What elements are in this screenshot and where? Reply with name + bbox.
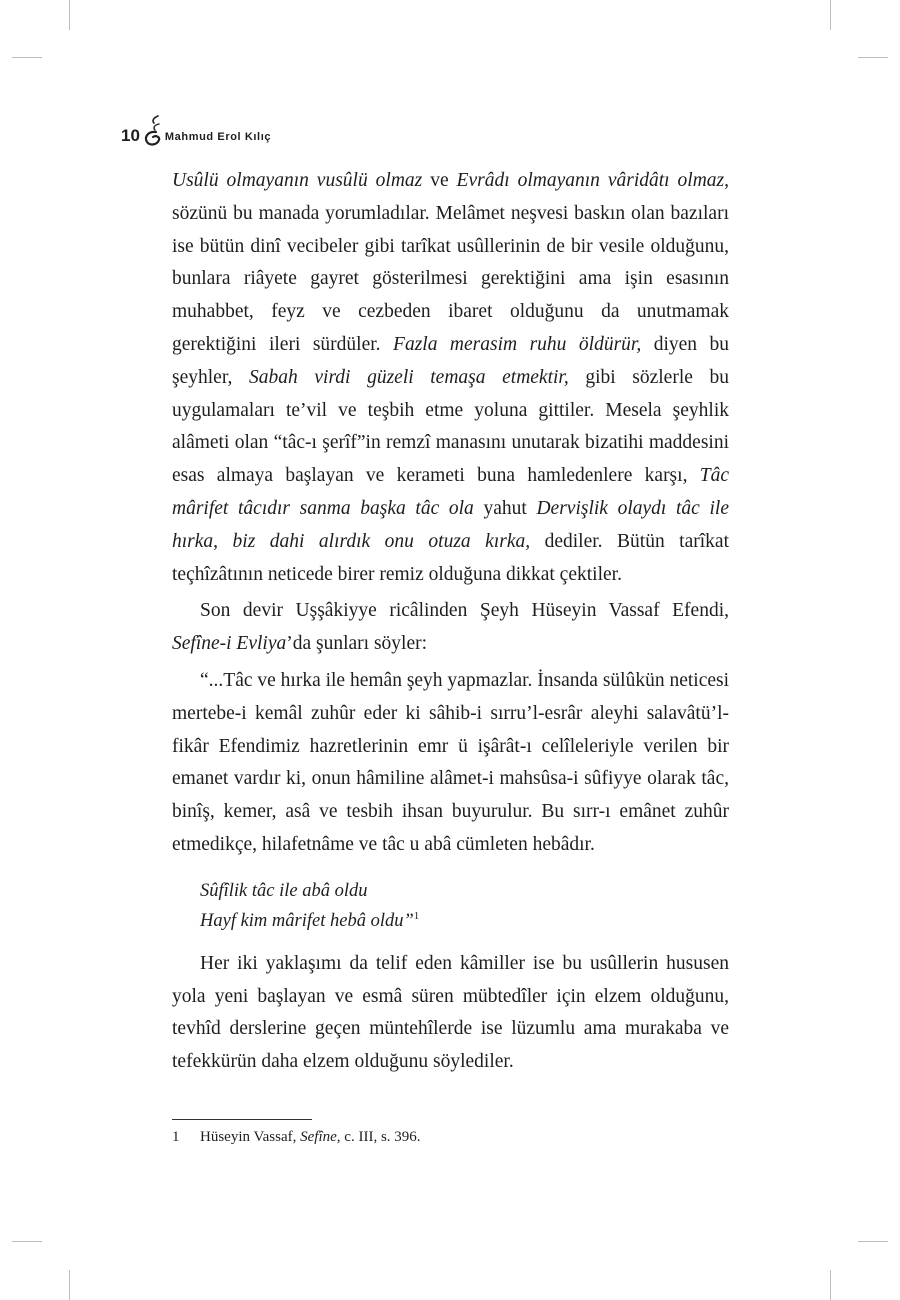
italic-phrase: Sabah virdi güzeli temaşa etmektir, bbox=[249, 366, 569, 388]
page-number: 10 bbox=[121, 126, 140, 145]
italic-phrase: Sefîne-i Evliya bbox=[172, 633, 287, 655]
verse-block bbox=[172, 876, 729, 936]
running-head-author: Mahmud Erol Kılıç bbox=[164, 131, 272, 143]
verse-line-2-text: Hayf kim mârifet hebâ oldu bbox=[200, 910, 404, 931]
crop-mark-right-lower bbox=[858, 1241, 888, 1242]
crop-mark-top-right bbox=[830, 0, 831, 30]
main-text bbox=[172, 165, 729, 1079]
italic-phrase: Tâc mârifet tâcıdır sanma başka tâc ola bbox=[172, 465, 729, 519]
footnote-rule bbox=[172, 1119, 312, 1120]
italic-phrase: Evrâdı olmayanın vâridâtı olmaz, bbox=[456, 170, 729, 191]
italic-phrase: Fazla merasim ruhu öldürür, bbox=[393, 333, 642, 355]
closing-quote: ” bbox=[403, 910, 414, 931]
crop-mark-right-upper bbox=[858, 57, 888, 58]
paragraph-1: Usûlü olmayanın vusûlü olmaz ve Evrâdı olmayanın vâridâtı olmaz, sözünü bu manada yorumladılar. Melâmet neşvesi baskın olan bazıları ise bütün dinî vecibeler gibi tarîkat usûllerinin de bir vesile olduğunu, bunlara riâyete gayret gösterilmesi gerektiğini ama işin esasının muhabbet, feyz ve cezbeden ibaret olduğunu da unutmamak gerektiğini ileri sürdüler. Fazla merasim ruhu öldürür, diyen bu şeyhler, Sabah virdi güzeli temaşa etmektir, gibi sözlerle bu uygulamaları te’vil ve teşbih etme yoluna gittiler. Mesela şeyhlik alâmeti olan “tâc-ı şerîf”in remzî manasını unutarak bizatihi maddesini esas almaya başlayan ve kerameti buna hamledenlere karşı, Tâc mârifet tâcıdır sanma başka tâc ola yahut Dervişlik olaydı tâc ile hırka, biz dahi alırdık onu otuza kırka, dediler. Bütün tarîkat teçhîzâtının neticede birer remiz olduğuna dikkat çektiler. bbox=[172, 170, 730, 585]
crop-mark-left-upper bbox=[12, 57, 42, 58]
verse-line-2 bbox=[172, 906, 729, 936]
crop-mark-top-left bbox=[69, 0, 70, 30]
footnote bbox=[172, 1127, 421, 1147]
crop-mark-bottom-right bbox=[830, 1270, 831, 1300]
italic-phrase: Dervişlik olaydı tâc ile hırka, biz dahi alırdık onu otuza kırka, bbox=[172, 497, 729, 552]
italic-phrase: Usûlü olmayanın vusûlü olmaz bbox=[172, 170, 423, 191]
crop-mark-bottom-left bbox=[69, 1270, 70, 1300]
paragraph-4: Her iki yaklaşımı da telif eden kâmiller ise bu usûllerin hususen yola yeni başlayan ve esmâ süren mübtedîler için elzem olduğunu, tevhîd derslerine geçen müntehîlerde ise lüzumlu ama murakaba ve tefekkürün daha elzem olduğunu söylediler. bbox=[172, 952, 729, 1073]
running-head bbox=[121, 108, 271, 148]
footnote-number: 1 bbox=[172, 1129, 180, 1145]
quotation-paragraph: “...Tâc ve hırka ile hemân şeyh yapmazlar. İnsanda sülûkün neticesi mertebe-i kemâl zuhûr eder ki sâhib-i sırru’l-esrâr aleyhi salavâtü’l-fikâr Efendimiz hazretlerinin emr ü işârât-ı celîleleriyle verilen bir emanet vardır ki, onun hâmiline alâmet-i mahsûsa-i sûfiyye olarak tâc, binîş, kemer, asâ ve tesbih ihsan buyurulur. Bu sırr-ı emânet zuhûr etmedikçe, hilafetnâme ve tâc u abâ cümleten hebâdır. bbox=[172, 669, 730, 855]
paragraph-2: Son devir Uşşâkiyye ricâlinden Şeyh Hüseyin Vassaf Efendi, Sefîne-i Evliya’da şunları söyler: bbox=[172, 600, 729, 655]
italic-phrase: Sefîne, bbox=[300, 1129, 341, 1145]
footnote-text: Hüseyin Vassaf, Sefîne, c. III, s. 396. bbox=[200, 1129, 421, 1145]
calligraphy-ornament-icon bbox=[142, 110, 164, 148]
footnote-reference[interactable]: 1 bbox=[413, 909, 420, 922]
verse-line-1: Sûfîlik tâc ile abâ oldu bbox=[200, 880, 368, 901]
crop-mark-left-lower bbox=[12, 1241, 42, 1242]
